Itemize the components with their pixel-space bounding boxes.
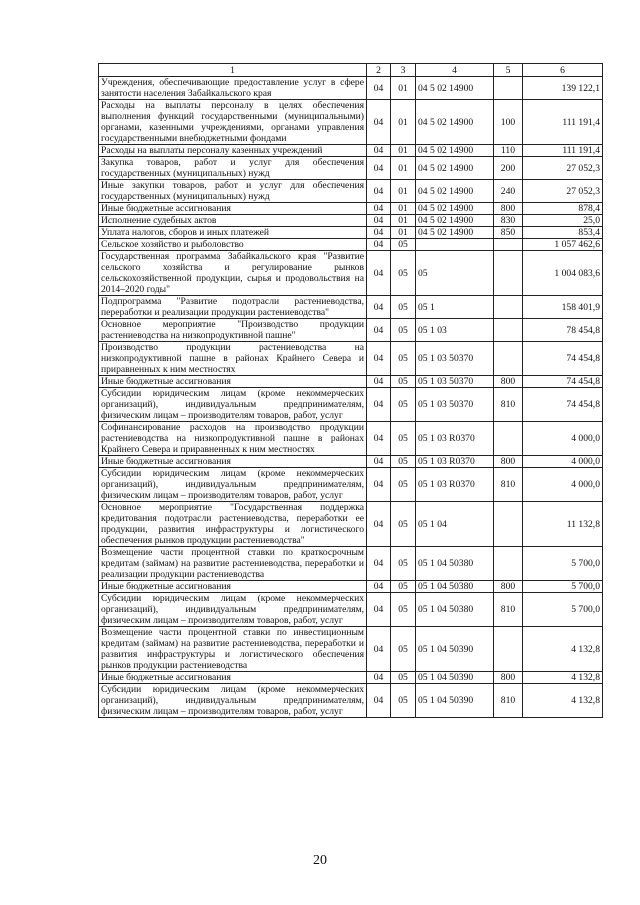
row-section-cell: 04 — [367, 684, 391, 718]
row-name-cell: Подпрограмма "Развитие подотрасли растениеводства, переработки и реализации продукции растениеводства" — [99, 296, 367, 319]
table-row — [99, 251, 603, 296]
row-subsection-cell: 01 — [391, 157, 416, 180]
row-name-cell: Субсидии юридическим лицам (кроме некоммерческих организаций), индивидуальным предпринимателям, физическим лицам – производителям товаров, работ, услуг — [99, 468, 367, 502]
row-subsection-cell: 05 — [391, 547, 416, 581]
row-expense-type-cell: 810 — [494, 468, 523, 502]
row-section-cell: 04 — [367, 593, 391, 627]
row-name-cell: Иные бюджетные ассигнования — [99, 203, 367, 215]
table-row — [99, 203, 603, 215]
row-subsection-cell: 05 — [391, 456, 416, 468]
row-amount-cell: 27 052,3 — [523, 157, 603, 180]
row-section-cell: 04 — [367, 77, 391, 100]
table-body — [99, 77, 603, 718]
row-expense-type-cell: 810 — [494, 388, 523, 422]
row-subsection-cell: 05 — [391, 627, 416, 672]
table-row — [99, 77, 603, 100]
row-expense-type-cell — [494, 342, 523, 376]
row-subsection-cell: 05 — [391, 422, 416, 456]
row-target-code-cell: 05 1 03 50370 — [416, 388, 494, 422]
row-subsection-cell: 05 — [391, 376, 416, 388]
row-section-cell: 04 — [367, 502, 391, 547]
row-name-cell: Иные бюджетные ассигнования — [99, 456, 367, 468]
column-header-3: 3 — [391, 64, 416, 77]
row-target-code-cell: 05 1 04 50380 — [416, 581, 494, 593]
table-row — [99, 547, 603, 581]
row-section-cell: 04 — [367, 100, 391, 145]
row-name-cell: Основное мероприятие "Производство продукции растениеводства на низкопродуктивной пашне" — [99, 319, 367, 342]
row-target-code-cell: 05 — [416, 251, 494, 296]
row-name-cell: Производство продукции растениеводства на низкопродуктивной пашне в районах Крайнего Севера и приравненных к ним местностях — [99, 342, 367, 376]
row-section-cell: 04 — [367, 180, 391, 203]
row-subsection-cell: 01 — [391, 77, 416, 100]
row-target-code-cell: 04 5 02 14900 — [416, 77, 494, 100]
row-section-cell: 04 — [367, 388, 391, 422]
row-target-code-cell: 05 1 03 R0370 — [416, 468, 494, 502]
row-expense-type-cell — [494, 251, 523, 296]
row-subsection-cell: 01 — [391, 145, 416, 157]
table-row — [99, 468, 603, 502]
row-subsection-cell: 01 — [391, 180, 416, 203]
row-subsection-cell: 05 — [391, 684, 416, 718]
row-amount-cell: 5 700,0 — [523, 547, 603, 581]
row-section-cell: 04 — [367, 376, 391, 388]
table-row — [99, 227, 603, 239]
row-target-code-cell: 04 5 02 14900 — [416, 100, 494, 145]
column-header-6: 6 — [523, 64, 603, 77]
row-expense-type-cell — [494, 547, 523, 581]
row-subsection-cell: 05 — [391, 502, 416, 547]
row-amount-cell: 27 052,3 — [523, 180, 603, 203]
row-subsection-cell: 05 — [391, 251, 416, 296]
row-target-code-cell: 05 1 — [416, 296, 494, 319]
row-expense-type-cell — [494, 319, 523, 342]
row-expense-type-cell: 110 — [494, 145, 523, 157]
table-row — [99, 593, 603, 627]
row-amount-cell: 4 000,0 — [523, 456, 603, 468]
row-amount-cell: 4 132,8 — [523, 672, 603, 684]
row-amount-cell: 4 000,0 — [523, 422, 603, 456]
row-subsection-cell: 05 — [391, 296, 416, 319]
row-subsection-cell: 05 — [391, 593, 416, 627]
row-name-cell: Возмещение части процентной ставки по инвестиционным кредитам (займам) на развитие растениеводства, переработки и развития инфраструктуры и логистического обеспечения рынков продукции растениеводства — [99, 627, 367, 672]
row-target-code-cell: 05 1 04 50390 — [416, 672, 494, 684]
row-target-code-cell: 05 1 03 50370 — [416, 342, 494, 376]
row-target-code-cell: 05 1 04 50390 — [416, 627, 494, 672]
row-subsection-cell: 01 — [391, 100, 416, 145]
row-subsection-cell: 05 — [391, 388, 416, 422]
row-amount-cell: 74 454,8 — [523, 376, 603, 388]
table-row — [99, 581, 603, 593]
row-name-cell: Иные бюджетные ассигнования — [99, 581, 367, 593]
table-row — [99, 422, 603, 456]
row-section-cell: 04 — [367, 547, 391, 581]
table-row — [99, 239, 603, 251]
row-amount-cell: 1 057 462,6 — [523, 239, 603, 251]
page-number: 20 — [313, 853, 327, 868]
row-name-cell: Субсидии юридическим лицам (кроме некоммерческих организаций), индивидуальным предпринимателям, физическим лицам – производителям товаров, работ, услуг — [99, 388, 367, 422]
row-target-code-cell: 04 5 02 14900 — [416, 227, 494, 239]
row-target-code-cell: 04 5 02 14900 — [416, 145, 494, 157]
row-section-cell: 04 — [367, 215, 391, 227]
row-expense-type-cell — [494, 296, 523, 319]
row-subsection-cell: 05 — [391, 319, 416, 342]
table-row — [99, 376, 603, 388]
row-target-code-cell: 05 1 03 50370 — [416, 376, 494, 388]
table-header-row — [99, 64, 603, 77]
table-row — [99, 100, 603, 145]
column-header-2: 2 — [367, 64, 391, 77]
row-subsection-cell: 01 — [391, 215, 416, 227]
table-row — [99, 456, 603, 468]
table-row — [99, 388, 603, 422]
row-target-code-cell: 05 1 04 50380 — [416, 593, 494, 627]
row-expense-type-cell: 200 — [494, 157, 523, 180]
column-header-1: 1 — [99, 64, 367, 77]
budget-table — [98, 63, 603, 718]
row-section-cell: 04 — [367, 627, 391, 672]
row-amount-cell: 1 004 083,6 — [523, 251, 603, 296]
row-amount-cell: 5 700,0 — [523, 581, 603, 593]
row-expense-type-cell: 800 — [494, 376, 523, 388]
row-target-code-cell: 04 5 02 14900 — [416, 180, 494, 203]
row-target-code-cell: 04 5 02 14900 — [416, 203, 494, 215]
row-subsection-cell: 05 — [391, 342, 416, 376]
row-expense-type-cell — [494, 422, 523, 456]
row-section-cell: 04 — [367, 468, 391, 502]
row-amount-cell: 78 454,8 — [523, 319, 603, 342]
row-expense-type-cell: 800 — [494, 672, 523, 684]
table-row — [99, 502, 603, 547]
table-row — [99, 319, 603, 342]
row-name-cell: Иные бюджетные ассигнования — [99, 672, 367, 684]
row-subsection-cell: 05 — [391, 672, 416, 684]
row-target-code-cell: 05 1 03 R0370 — [416, 456, 494, 468]
row-name-cell: Субсидии юридическим лицам (кроме некоммерческих организаций), индивидуальным предпринимателям, физическим лицам – производителям товаров, работ, услуг — [99, 593, 367, 627]
row-amount-cell: 853,4 — [523, 227, 603, 239]
row-section-cell: 04 — [367, 581, 391, 593]
row-name-cell: Иные бюджетные ассигнования — [99, 376, 367, 388]
row-amount-cell: 5 700,0 — [523, 593, 603, 627]
row-amount-cell: 139 122,1 — [523, 77, 603, 100]
row-expense-type-cell — [494, 77, 523, 100]
row-amount-cell: 74 454,8 — [523, 342, 603, 376]
row-expense-type-cell — [494, 627, 523, 672]
row-name-cell: Иные закупки товаров, работ и услуг для обеспечения государственных (муниципальных) нужд — [99, 180, 367, 203]
table-row — [99, 296, 603, 319]
row-section-cell: 04 — [367, 342, 391, 376]
row-target-code-cell: 05 1 04 50380 — [416, 547, 494, 581]
row-amount-cell: 74 454,8 — [523, 388, 603, 422]
row-target-code-cell: 05 1 03 — [416, 319, 494, 342]
row-amount-cell: 4 000,0 — [523, 468, 603, 502]
column-header-4: 4 — [416, 64, 494, 77]
row-section-cell: 04 — [367, 422, 391, 456]
row-name-cell: Закупка товаров, работ и услуг для обеспечения государственных (муниципальных) нужд — [99, 157, 367, 180]
row-name-cell: Учреждения, обеспечивающие предоставление услуг в сфере занятости населения Забайкальского края — [99, 77, 367, 100]
row-target-code-cell: 05 1 04 50390 — [416, 684, 494, 718]
row-name-cell: Субсидии юридическим лицам (кроме некоммерческих организаций), индивидуальным предпринимателям, физическим лицам – производителям товаров, работ, услуг — [99, 684, 367, 718]
row-amount-cell: 25,0 — [523, 215, 603, 227]
row-name-cell: Расходы на выплаты персоналу казенных учреждений — [99, 145, 367, 157]
row-section-cell: 04 — [367, 145, 391, 157]
table-row — [99, 157, 603, 180]
row-expense-type-cell: 800 — [494, 581, 523, 593]
row-name-cell: Основное мероприятие "Государственная поддержка кредитования подотрасли растениеводства, переработки ее продукции, развития инфраструктуры и логистического обеспечения рынков продукции растениеводства" — [99, 502, 367, 547]
row-target-code-cell: 04 5 02 14900 — [416, 157, 494, 180]
column-header-5: 5 — [494, 64, 523, 77]
row-subsection-cell: 05 — [391, 468, 416, 502]
row-subsection-cell: 01 — [391, 203, 416, 215]
row-name-cell: Софинансирование расходов на производство продукции растениеводства на низкопродуктивной пашне в районах Крайнего Севера и приравненных к ним местностях — [99, 422, 367, 456]
row-expense-type-cell: 800 — [494, 456, 523, 468]
row-name-cell: Государственная программа Забайкальского края "Развитие сельского хозяйства и регулирование рынков сельскохозяйственной продукции, сырья и продовольствия на 2014–2020 годы" — [99, 251, 367, 296]
row-target-code-cell: 05 1 04 — [416, 502, 494, 547]
row-amount-cell: 4 132,8 — [523, 627, 603, 672]
table-row — [99, 672, 603, 684]
row-name-cell: Сельское хозяйство и рыболовство — [99, 239, 367, 251]
row-section-cell: 04 — [367, 672, 391, 684]
row-name-cell: Расходы на выплаты персоналу в целях обеспечения выполнения функций государственными (муниципальными) органами, казенными учреждениями, органами управления государственными внебюджетными фондами — [99, 100, 367, 145]
row-expense-type-cell: 850 — [494, 227, 523, 239]
table-row — [99, 342, 603, 376]
table-row — [99, 180, 603, 203]
row-expense-type-cell: 240 — [494, 180, 523, 203]
row-amount-cell: 878,4 — [523, 203, 603, 215]
row-target-code-cell: 04 5 02 14900 — [416, 215, 494, 227]
table-row — [99, 627, 603, 672]
row-target-code-cell — [416, 239, 494, 251]
row-expense-type-cell: 810 — [494, 684, 523, 718]
row-section-cell: 04 — [367, 319, 391, 342]
table-row — [99, 215, 603, 227]
table-row — [99, 684, 603, 718]
row-expense-type-cell: 800 — [494, 203, 523, 215]
row-amount-cell: 158 401,9 — [523, 296, 603, 319]
row-name-cell: Возмещение части процентной ставки по краткосрочным кредитам (займам) на развитие растениеводства, переработки и реализации продукции растениеводства — [99, 547, 367, 581]
row-section-cell: 04 — [367, 203, 391, 215]
row-section-cell: 04 — [367, 227, 391, 239]
row-section-cell: 04 — [367, 239, 391, 251]
row-name-cell: Уплата налогов, сборов и иных платежей — [99, 227, 367, 239]
row-target-code-cell: 05 1 03 R0370 — [416, 422, 494, 456]
row-expense-type-cell: 100 — [494, 100, 523, 145]
row-expense-type-cell — [494, 239, 523, 251]
row-section-cell: 04 — [367, 456, 391, 468]
row-expense-type-cell: 830 — [494, 215, 523, 227]
row-subsection-cell: 01 — [391, 227, 416, 239]
row-subsection-cell: 05 — [391, 581, 416, 593]
row-name-cell: Исполнение судебных актов — [99, 215, 367, 227]
row-amount-cell: 11 132,8 — [523, 502, 603, 547]
row-section-cell: 04 — [367, 251, 391, 296]
row-amount-cell: 111 191,4 — [523, 145, 603, 157]
row-subsection-cell: 05 — [391, 239, 416, 251]
row-amount-cell: 111 191,4 — [523, 100, 603, 145]
row-expense-type-cell — [494, 502, 523, 547]
table-row — [99, 145, 603, 157]
row-amount-cell: 4 132,8 — [523, 684, 603, 718]
row-section-cell: 04 — [367, 157, 391, 180]
row-section-cell: 04 — [367, 296, 391, 319]
row-expense-type-cell: 810 — [494, 593, 523, 627]
